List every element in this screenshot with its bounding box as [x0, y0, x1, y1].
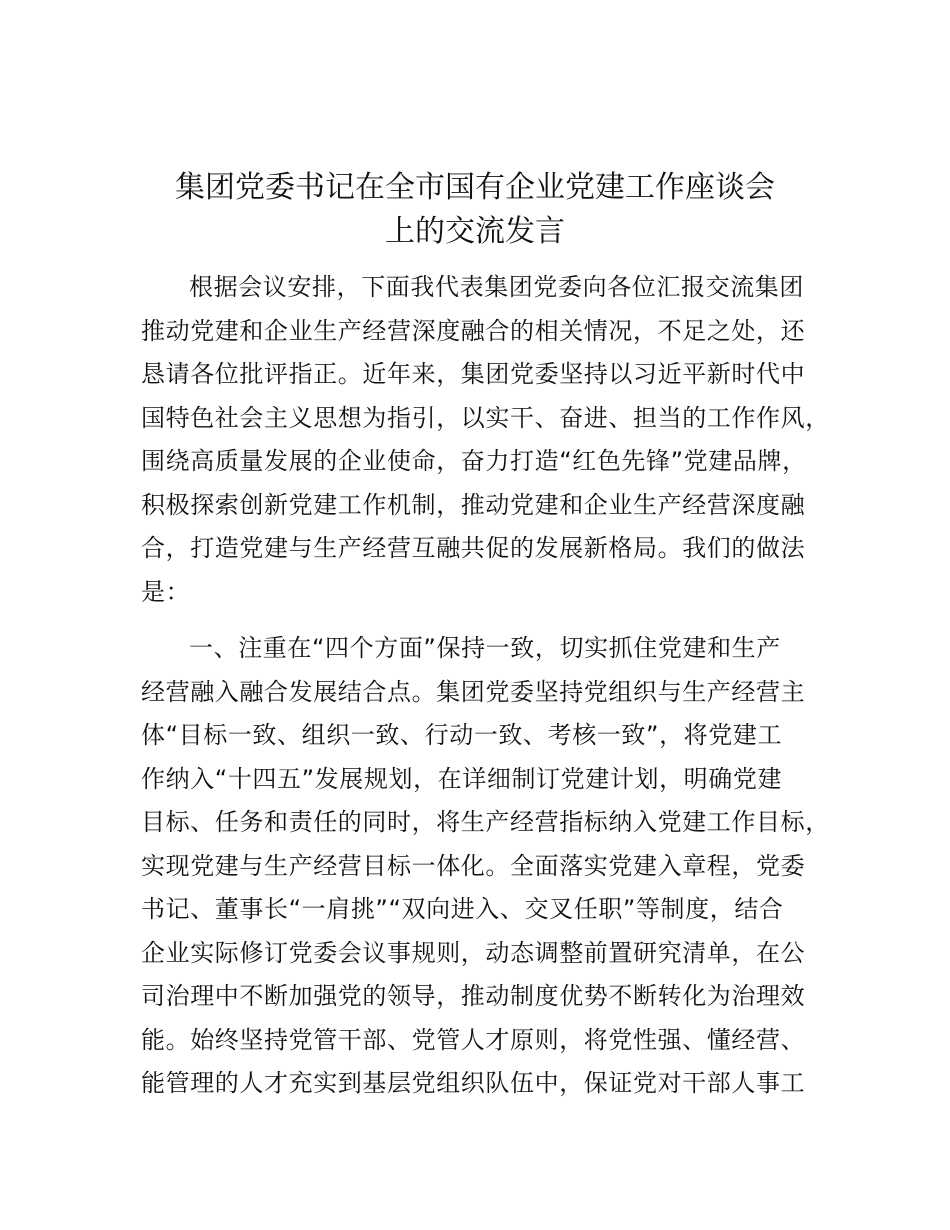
text-line: 体“目标一致、组织一致、行动一致、考核一致”，将党建工 — [141, 721, 783, 749]
text-line: 恳请各位批评指正。近年来，集团党委坚持以习近平新时代中 — [141, 360, 806, 388]
text-line: 目标、任务和责任的同时，将生产经营指标纳入党建工作目标， — [141, 808, 830, 836]
title-line: 集团党委书记在全市国有企业党建工作座谈会 — [175, 170, 775, 205]
paragraph-section-one — [141, 627, 841, 1106]
text-line: 能管理的人才充实到基层党组织队伍中，保证党对干部人事工 — [141, 1069, 806, 1097]
text-line: 是： — [141, 577, 191, 606]
text-line: 围绕高质量发展的企业使命，奋力打造“红色先锋”党建品牌， — [141, 447, 807, 475]
text-line: 经营融入融合发展结合点。集团党委坚持党组织与生产经营主 — [141, 677, 806, 706]
text-line: 司治理中不断加强党的领导，推动制度优势不断转化为治理效 — [141, 982, 806, 1010]
paragraph-intro — [141, 266, 841, 614]
document-title — [100, 166, 850, 254]
text-line: 一、注重在“四个方面”保持一致，切实抓住党建和生产 — [189, 634, 781, 662]
title-line: 上的交流发言 — [385, 214, 565, 249]
text-line: 推动党建和企业生产经营深度融合的相关情况，不足之处，还 — [141, 316, 806, 345]
text-line: 企业实际修订党委会议事规则，动态调整前置研究清单，在公 — [141, 938, 806, 967]
document-body — [141, 266, 841, 1106]
text-line: 实现党建与生产经营目标一体化。全面落实党建入章程，党委 — [141, 851, 806, 880]
paragraph-gap — [141, 614, 841, 627]
text-line: 根据会议安排，下面我代表集团党委向各位汇报交流集团 — [189, 273, 804, 301]
text-line: 作纳入“十四五”发展规划，在详细制订党建计划，明确党建 — [141, 764, 783, 793]
text-line: 积极探索创新党建工作机制，推动党建和企业生产经营深度融 — [141, 490, 806, 519]
text-line: 书记、董事长“一肩挑”“双向进入、交叉任职”等制度，结合 — [141, 895, 784, 923]
text-line: 国特色社会主义思想为指引，以实干、奋进、担当的工作作风， — [141, 403, 830, 432]
text-line: 合，打造党建与生产经营互融共促的发展新格局。我们的做法 — [141, 534, 806, 562]
text-line: 能。始终坚持党管干部、党管人才原则，将党性强、懂经营、 — [141, 1025, 806, 1054]
